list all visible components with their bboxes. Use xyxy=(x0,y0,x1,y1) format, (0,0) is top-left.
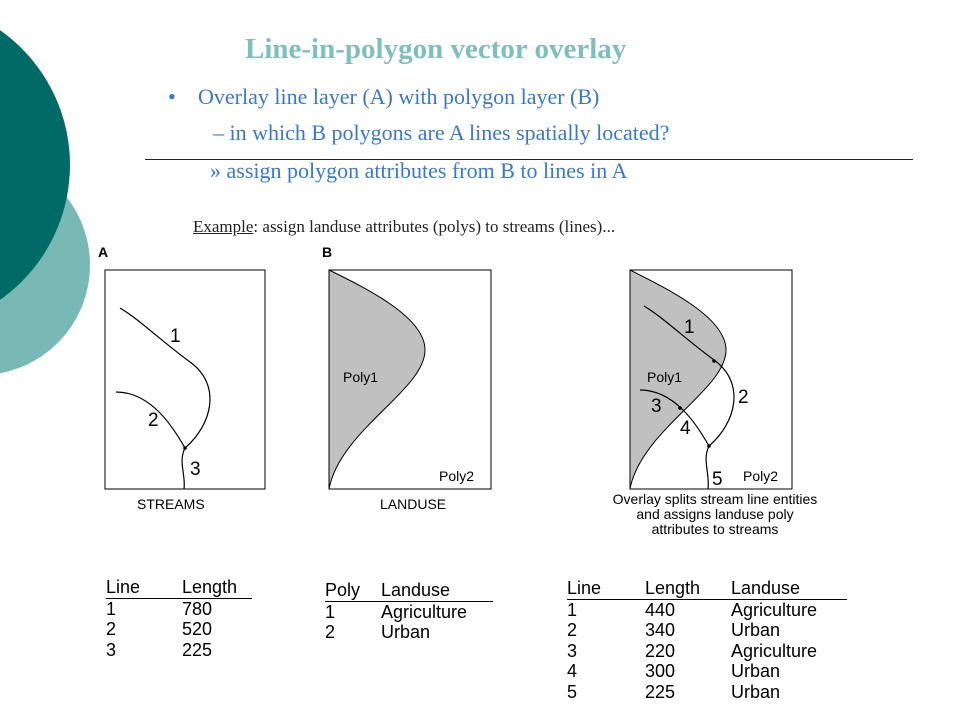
result-table-header xyxy=(567,578,847,600)
overlay-seg5-label: 5 xyxy=(712,469,723,490)
overlay-seg2-label: 2 xyxy=(738,387,749,408)
table-cell: 2 xyxy=(325,622,336,642)
stream-junction xyxy=(183,446,187,450)
panel-a-letter: A xyxy=(98,244,109,260)
table-cell: 300 xyxy=(645,661,676,681)
table-row xyxy=(325,602,493,623)
table-row xyxy=(567,641,847,662)
result-header-length: Length xyxy=(645,578,701,598)
landuse-header-landuse: Landuse xyxy=(381,580,451,600)
stream-line-1 xyxy=(120,308,210,448)
streams-header-line: Line xyxy=(106,577,141,597)
table-cell: 1 xyxy=(567,599,578,620)
bullet-level2: – in which B polygons are A lines spatially located? xyxy=(213,120,670,145)
table-row xyxy=(325,622,493,643)
streams-caption: STREAMS xyxy=(137,496,205,512)
landuse-table xyxy=(325,580,493,643)
table-row xyxy=(106,640,252,661)
table-cell: 5 xyxy=(567,681,578,702)
table-cell: 340 xyxy=(645,620,676,640)
result-header-line: Line xyxy=(567,578,602,598)
result-header-landuse: Landuse xyxy=(731,578,801,598)
streams-table xyxy=(106,577,252,660)
overlay-poly1-label: Poly1 xyxy=(647,369,683,385)
landuse-caption: LANDUSE xyxy=(380,496,447,512)
streams-header-length: Length xyxy=(182,577,238,597)
table-cell: 1 xyxy=(106,598,117,619)
slide-title: Line-in-polygon vector overlay xyxy=(245,33,627,65)
table-cell: Urban xyxy=(731,620,781,640)
table-cell: 3 xyxy=(567,640,578,661)
table-row xyxy=(567,620,847,641)
example-label: Example xyxy=(193,217,254,236)
table-cell: 225 xyxy=(645,681,676,702)
overlay-seg1-label: 1 xyxy=(684,317,695,338)
table-cell: Urban xyxy=(731,661,781,681)
example-description: : assign landuse attributes (polys) to streams (lines)... xyxy=(253,217,616,236)
bullet-level1-text: Overlay line layer (A) with polygon layer (B) xyxy=(198,84,600,109)
overlay-junction xyxy=(707,444,711,448)
table-row xyxy=(567,682,847,703)
landuse-poly2-label: Poly2 xyxy=(439,468,475,484)
streams-map-frame xyxy=(105,270,265,489)
streams-line1-label: 1 xyxy=(170,326,181,347)
table-cell: 520 xyxy=(182,619,213,639)
table-cell: 4 xyxy=(567,661,578,681)
streams-table-header xyxy=(106,577,252,599)
overlay-split-point-1 xyxy=(712,359,716,363)
table-row xyxy=(567,600,847,621)
landuse-poly1-label: Poly1 xyxy=(343,369,379,385)
table-cell: 780 xyxy=(182,598,213,619)
bullet-marker: • xyxy=(168,84,176,109)
streams-line3-label: 3 xyxy=(190,459,201,480)
stream-line-3 xyxy=(182,448,185,489)
table-cell: 2 xyxy=(106,619,117,639)
overlay-seg4-label: 4 xyxy=(680,418,691,439)
table-cell: 440 xyxy=(645,599,676,620)
bullet-level3: » assign polygon attributes from B to lines in A xyxy=(210,158,628,183)
panel-b-letter: B xyxy=(322,244,333,260)
overlay-stream-5 xyxy=(706,446,709,489)
table-cell: 220 xyxy=(645,640,676,661)
landuse-table-header xyxy=(325,580,493,602)
table-cell: Urban xyxy=(381,622,431,642)
table-cell: 225 xyxy=(182,639,213,660)
table-row xyxy=(106,619,252,640)
overlay-seg3-label: 3 xyxy=(651,396,662,417)
table-cell: 2 xyxy=(567,620,578,640)
table-cell: Urban xyxy=(731,681,781,702)
overlay-poly2-label: Poly2 xyxy=(743,468,779,484)
result-table xyxy=(567,578,847,702)
table-cell: 3 xyxy=(106,639,117,660)
table-cell: Agriculture xyxy=(731,640,818,661)
table-cell: 1 xyxy=(325,601,336,622)
table-cell: Agriculture xyxy=(381,601,468,622)
overlay-caption: Overlay splits stream line entities and assigns landuse poly attributes to streams xyxy=(612,491,818,537)
streams-line2-label: 2 xyxy=(148,410,159,431)
table-cell: Agriculture xyxy=(731,599,818,620)
overlay-split-point-2 xyxy=(678,406,682,410)
landuse-header-poly: Poly xyxy=(325,580,361,600)
table-row xyxy=(106,599,252,620)
table-row xyxy=(567,661,847,682)
